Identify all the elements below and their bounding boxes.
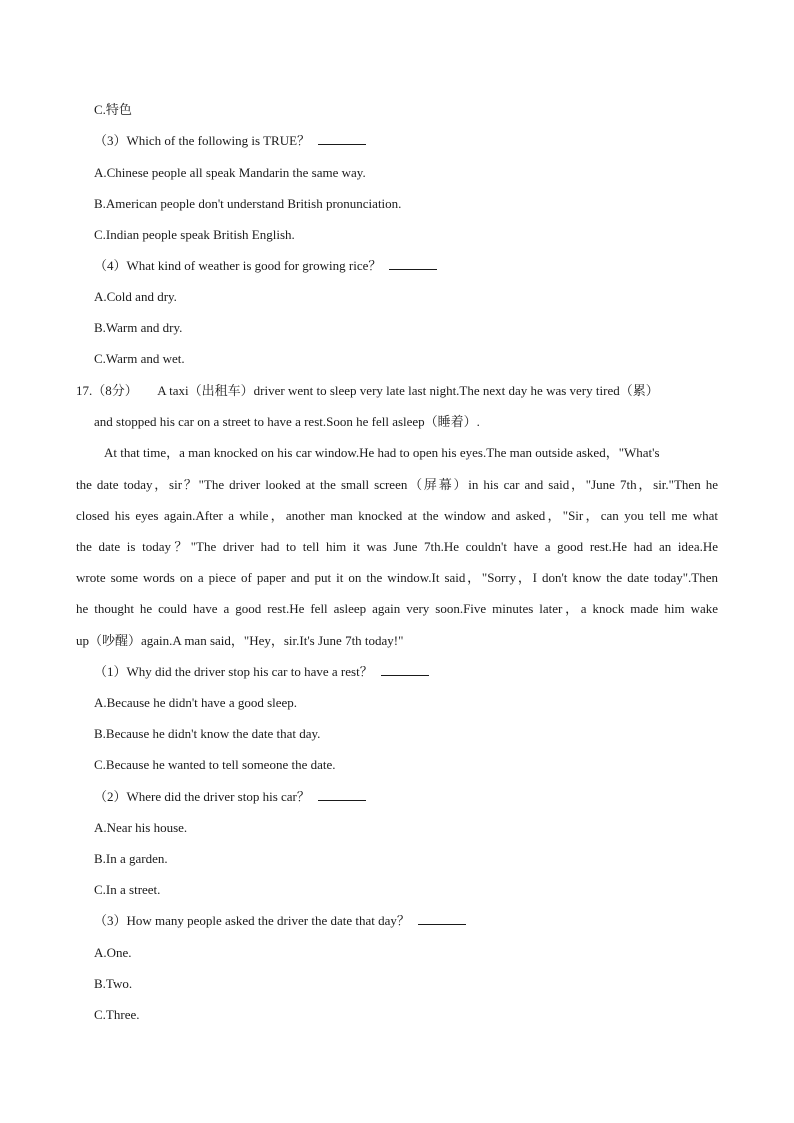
q17-sub2-option-b: B.In a garden. (94, 851, 168, 866)
q17-sub2-question (94, 788, 366, 806)
q17-sub1-option-b: B.Because he didn't know the date that day. (94, 726, 321, 741)
answer-blank[interactable] (418, 912, 466, 925)
q17-sub3-option-c: C.Three. (94, 1007, 140, 1022)
q17-passage-line: up（吵醒）again.A man said，"Hey，sir.It's June 7th today!" (76, 633, 404, 648)
q17-sub2-option-a: A.Near his house. (94, 820, 188, 835)
question-text: （2）Where did the driver stop his car？ (94, 789, 310, 804)
q16-sub3-option-a: A.Chinese people all speak Mandarin the same way. (94, 165, 366, 180)
q17-passage-line: At that time，a man knocked on his car window.He had to open his eyes.The man outside asked，"What's (104, 445, 660, 460)
q16-sub3-option-b: B.American people don't understand British pronunciation. (94, 196, 402, 211)
question-text: （1）Why did the driver stop his car to have a rest？ (94, 664, 373, 679)
answer-blank[interactable] (381, 663, 429, 676)
q17-sub3-option-a: A.One. (94, 945, 132, 960)
q17-sub1-question (94, 663, 429, 681)
question-text: （3）Which of the following is TRUE？ (94, 133, 311, 148)
q17-sub1-option-c: C.Because he wanted to tell someone the date. (94, 757, 336, 772)
q16-prev-option-c: C.特色 (94, 102, 132, 117)
q17-sub3-option-b: B.Two. (94, 976, 133, 991)
q17-sub2-option-c: C.In a street. (94, 882, 161, 897)
q17-sub1-option-a: A.Because he didn't have a good sleep. (94, 695, 298, 710)
q16-sub4-option-c: C.Warm and wet. (94, 351, 185, 366)
q17-passage-line: the date today，sir？"The driver looked at the small screen（屏幕）in his car and said，"June 7th，sir."Then he (76, 477, 718, 492)
answer-blank[interactable] (318, 788, 366, 801)
q17-passage-line: wrote some words on a piece of paper and put it on the window.It said，"Sorry，I don't know the date today".Then (76, 570, 718, 585)
q17-passage-line: and stopped his car on a street to have a rest.Soon he fell asleep（睡着）. (94, 414, 480, 429)
q16-sub3-option-c: C.Indian people speak British English. (94, 227, 295, 242)
answer-blank[interactable] (318, 132, 366, 145)
answer-blank[interactable] (389, 257, 437, 270)
q17-passage-line: he thought he could have a good rest.He fell asleep again very soon.Five minutes later，a knock made him wake (76, 601, 718, 616)
q17-passage-line: closed his eyes again.After a while，another man knocked at the window and asked，"Sir，can you tell me what (76, 508, 718, 523)
q16-sub4-option-b: B.Warm and dry. (94, 320, 183, 335)
q17-passage-line: the date is today？"The driver had to tell him it was June 7th.He couldn't have a good rest.He had an idea.He (76, 539, 718, 554)
question-text: （3）How many people asked the driver the date that day？ (94, 913, 410, 928)
q16-sub3-question (94, 132, 366, 150)
q17-passage-line: 17.（8分） A taxi（出租车）driver went to sleep very late last night.The next day he was very tired（累） (76, 383, 659, 398)
q16-sub4-question (94, 257, 437, 275)
question-text: （4）What kind of weather is good for growing rice？ (94, 258, 382, 273)
q17-sub3-question (94, 912, 466, 930)
q16-sub4-option-a: A.Cold and dry. (94, 289, 177, 304)
